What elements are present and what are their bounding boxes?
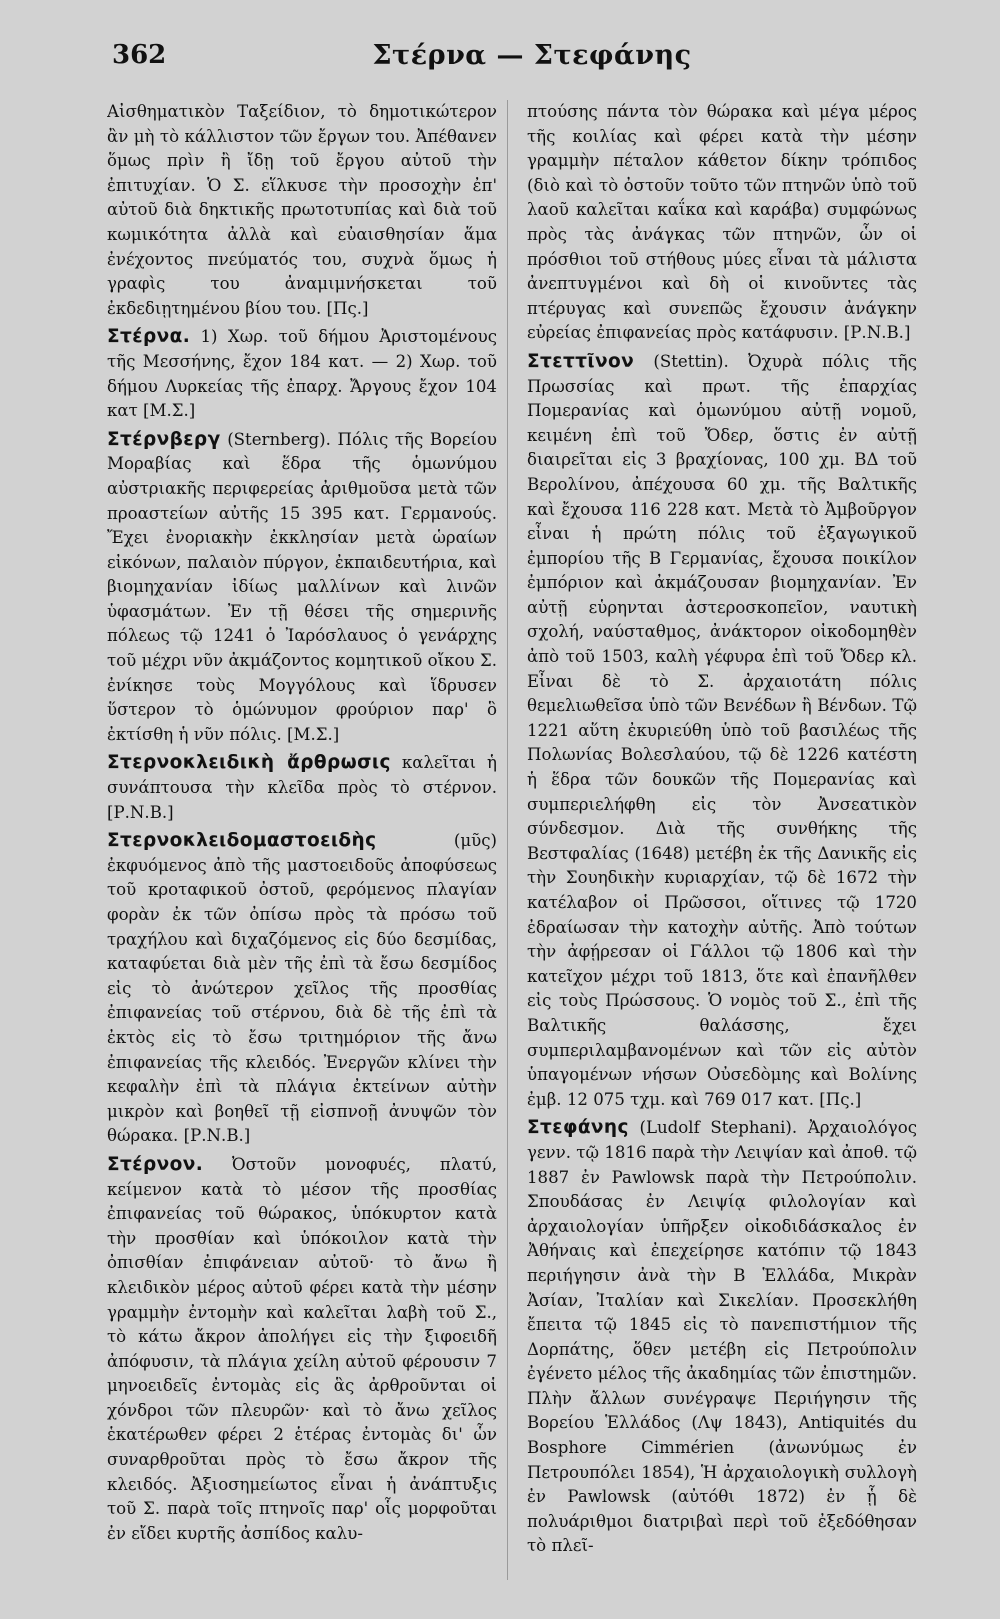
entry-stephanis	[527, 1116, 917, 1559]
entry-sternokleidiki	[107, 751, 497, 825]
entry-stettin	[527, 350, 917, 1112]
entry-sternberg	[107, 428, 497, 748]
headword: Στέρνα.	[107, 326, 191, 348]
entry-text: 1) Χωρ. τοῦ δήμου Ἀριστομένους τῆς Μεσσήνης, ἔχον 184 κατ. — 2) Χωρ. τοῦ δήμου Λυρκείας τῆς ἐπαρχ. Ἄργους ἔχον 104 κατ [Μ.Σ.]	[107, 327, 497, 421]
entry-text: Αἰσθηματικὸν Ταξείδιον, τὸ δημοτικώτερον ἂν μὴ τὸ κάλλιστον τῶν ἔργων του. Ἀπέθανεν ὅμως πρὶν ἢ ἴδῃ τοῦ ἔργου αὐτοῦ τὴν ἐπιτυχίαν. Ὁ Σ. εἵλκυσε τὴν προσοχὴν ἐπ' αὐτοῦ διὰ δηκτικῆς πρωτοτυπίας καὶ διὰ τοῦ κωμικότητα ἀλλὰ καὶ εὐαισθησίαν ἅμα ἐνέχοντος πνεύματός του, συχνὰ ὅμως ἡ γραφὶς του ἀναμιμνήσκεται τοῦ ἐκδεδιῃτημένου βίου του. [Πς.]	[107, 102, 497, 318]
headword: Στερνοκλειδικὴ ἄρθρωσις	[107, 752, 391, 774]
entry-text: (Ludolf Stephani). Ἀρχαιολόγος γενν. τῷ 1816 παρὰ τὴν Λειψίαν καὶ ἀποθ. τῷ 1887 ἐν Pawlowsk παρὰ τὴν Πετρούπολιν. Σπουδάσας ἐν Λειψίᾳ φιλολογίαν καὶ ἀρχαιολογίαν ὑπῆρξεν οἰκοδιδάσκαλος ἐν Ἀθήναις καὶ ἐπεχείρησε κατόπιν τῷ 1843 περιήγησιν ἀνὰ τὴν Β Ἑλλάδα, Μικρὰν Ἀσίαν, Ἰταλίαν καὶ Σικελίαν. Προσεκλήθη ἔπειτα τῷ 1845 εἰς τὸ πανεπιστήμιον τῆς Δορπάτης, ὅθεν μετέβη εἰς Πετρούπολιν ἐγένετο μέλος τῆς ἀκαδημίας τῶν ἐπιστημῶν. Πλὴν ἄλλων συνέγραψε Περιήγησιν τῆς Βορείου Ἑλλάδος (Λψ 1843), Antiquités du Bosphore Cimmérien (ἀνωνύμως ἐν Πετρουπόλει 1854), Ἡ ἀρχαιολογικὴ συλλογὴ ἐν Pawlowsk (αὐτόθι 1872) ἐν ᾗ δὲ πολυάριθμοι διατριβαὶ περὶ τοῦ ἐξεδόθησαν τὸ πλεῖ-	[527, 1118, 917, 1556]
page-header	[112, 40, 902, 80]
left-column	[107, 100, 497, 1590]
entry-text: πτούσης πάντα τὸν θώρακα καὶ μέγα μέρος τῆς κοιλίας καὶ φέρει κατὰ τὴν μέσην γραμμὴν πέταλον κάθετον δίκην τρόπιδος (διὸ καὶ τὸ ὀστοῦν τοῦτο τῶν πτηνῶν ὑπὸ τοῦ λαοῦ καλεῖται καΐκα καὶ καράβα) συμφώνως πρὸς τὰς ἀνάγκας τῶν πτηνῶν, ὧν οἱ πρόσθιοι τοῦ στήθους μύες εἶναι τὰ μάλιστα ἀνεπτυγμένοι καὶ δὴ οἱ κινοῦντες τὰς πτέρυγας καὶ συνεπῶς ἔχουσιν ἀνάγκην εὐρείας ἐπιφανείας πρὸς κατάφυσιν. [Ρ.Ν.Β.]	[527, 102, 917, 343]
headword: Στέρνον.	[107, 1153, 204, 1175]
headword: Στεφάνης	[527, 1117, 629, 1139]
entry-text: (μῦς) ἐκφυόμενος ἀπὸ τῆς μαστοειδοῦς ἀποφύσεως τοῦ κροταφικοῦ ὀστοῦ, φερόμενος πλαγίαν φορὰν ἐκ τῶν ὀπίσω πρὸς τὰ πρόσω τοῦ τραχήλου καὶ διχαζόμενος εἰς δύο δεσμίδας, καταφύεται διὰ μὲν τῆς ἐπὶ τὰ ἔσω δεσμίδος εἰς τὸ ἀνώτερον χεῖλος τῆς προσθίας ἐπιφανείας τοῦ στέρνου, διὰ δὲ τῆς ἐπὶ τὰ ἐκτὸς εἰς τὸ ἔσω τριτημόριον τῆς ἄνω ἐπιφανείας τῆς κλειδός. Ἐνεργῶν κλίνει τὴν κεφαλὴν ἐπὶ τὰ πλάγια ἐκτείνων αὐτὴν μικρὸν καὶ βοηθεῖ τῇ εἰσπνοῇ ἀνυψῶν τὸν θώρακα. [Ρ.Ν.Β.]	[107, 831, 497, 1146]
column-divider	[507, 100, 508, 1580]
entry-continuation	[527, 100, 917, 346]
entry-text: (Stettin). Ὀχυρὰ πόλις τῆς Πρωσσίας καὶ πρωτ. τῆς ἐπαρχίας Πομερανίας καὶ ὁμωνύμου αὐτῇ νομοῦ, κειμένη ἐπὶ τοῦ Ὄδερ, ὅστις ἐν αὐτῇ διαιρεῖται εἰς 3 βραχίονας, 100 χμ. ΒΔ τοῦ Βερολίνου, ἀπέχουσα 60 χμ. τῆς Βαλτικῆς καὶ ἔχουσα 116 228 κατ. Μετὰ τὸ Ἀμβοῦργον εἶναι ἡ πρώτη πόλις τοῦ ἐξαγωγικοῦ ἐμπορίου τῆς Β Γερμανίας, ἔχουσα ποικίλον ἐμπόριον καὶ ἀκμάζουσαν βιομηχανίαν. Ἐν αὐτῇ εὑρηνται ἀστεροσκοπεῖον, ναυτικὴ σχολή, ναύσταθμος, ἀνάκτορον οἰκοδομηθὲν ἀπὸ τοῦ 1503, καλὴ γέφυρα ἐπὶ τοῦ Ὄδερ κλ. Εἶναι δὲ τὸ Σ. ἀρχαιοτάτη πόλις θεμελιωθεῖσα ὑπὸ τῶν Βενέδων ἢ Βένδων. Τῷ 1221 αὕτη ἐκυριεύθη ὑπὸ τοῦ βασιλέως τῆς Πολωνίας Βολεσλαύου, τῷ δὲ 1226 κατέστη ἡ ἕδρα τῶν δουκῶν τῆς Πομερανίας καὶ συμπεριελήφθη εἰς τὸν Ἀνσεατικὸν σύνδεσμον. Διὰ τῆς συνθήκης τῆς Βεστφαλίας (1648) μετέβη ἐκ τῆς Δανικῆς εἰς τὴν Σουηδικὴν κυριαρχίαν, τῷ δὲ 1672 τὴν κατέλαβον οἱ Πρῶσσοι, οἵτινες τῷ 1720 ἐδραίωσαν τὴν κατοχὴν αὐτῆς. Ἀπὸ τούτων τὴν ἀφῄρεσαν οἱ Γάλλοι τῷ 1806 καὶ τὴν κατεῖχον μέχρι τοῦ 1813, ὅτε καὶ ἐπανῆλθεν εἰς τοὺς Πρώσσους. Ὁ νομὸς τοῦ Σ., ἐπὶ τῆς Βαλτικῆς θαλάσσης, ἔχει συμπεριλαμβανομένων καὶ τῶν εἰς αὐτὸν ὑπαγομένων νήσων Οὐσεδὸμης καὶ Βολίνης ἐμβ. 12 075 τχμ. καὶ 769 017 κατ. [Πς.]	[527, 351, 917, 1109]
headword: Στερνοκλειδομαστοειδὴς	[107, 830, 377, 852]
headword: Στεττῖνον	[527, 350, 635, 372]
entry-continuation	[107, 100, 497, 321]
entry-sternon	[107, 1153, 497, 1547]
entry-text: Ὀστοῦν μονοφυές, πλατύ, κείμενον κατὰ τὸ μέσον τῆς προσθίας ἐπιφανείας τοῦ θώρακος, ὑπόκυρτον κατὰ τὴν προσθίαν καὶ ὑπόκοιλον κατὰ τὴν ὀπισθίαν ἐπιφάνειαν αὐτοῦ· τὸ ἄνω ἢ κλειδικὸν μέρος αὐτοῦ φέρει κατὰ τὴν μέσην γραμμὴν ἐντομὴν καὶ καλεῖται λαβὴ τοῦ Σ., τὸ κάτω ἄκρον ἀπολήγει εἰς τὴν ξιφοειδῆ ἀπόφυσιν, τὰ πλάγια χείλη αὐτοῦ φέρουσιν 7 μηνοειδεῖς ἐντομὰς εἰς ἃς ἀρθροῦνται οἱ χόνδροι τῶν πλευρῶν· καὶ τὸ ἄνω χεῖλος ἑκατέρωθεν φέρει 2 ἑτέρας ἐντομὰς δι' ὧν συναρθροῦται πρὸς τὸ ἔσω ἄκρον τῆς κλειδός. Ἀξιοσημείωτος εἶναι ἡ ἀνάπτυξις τοῦ Σ. παρὰ τοῖς πτηνοῖς παρ' οἷς μορφοῦται ἐν εἴδει κυρτῆς ἀσπίδος καλυ-	[107, 1154, 497, 1543]
entry-sterna	[107, 325, 497, 423]
entry-text: (Sternberg). Πόλις τῆς Βορείου Μοραβίας καὶ ἕδρα τῆς ὁμωνύμου αὐστριακῆς περιφερείας ἀριθμοῦσα μετὰ τῶν προαστείων αὐτῆς 15 395 κατ. Γερμανούς. Ἔχει ἐνοριακὴν ἐκκλησίαν μετὰ ὡραίων εἰκόνων, παλαιὸν πύργον, ἐκπαιδευτήρια, καὶ βιομηχανίαν ἰδίως μαλλίνων καὶ λινῶν ὑφασμάτων. Ἐν τῇ θέσει τῆς σημερινῆς πόλεως τῷ 1241 ὁ Ἰαρόσλαυος ὁ γενάρχης τοῦ μέχρι νῦν ἀκμάζοντος κομητικοῦ οἴκου Σ. ἐνίκησε τοὺς Μογγόλους καὶ ἵδρυσεν ὕστερον τὸ ὁμώνυμον φρούριον παρ' ὃ ἐκτίσθη ἡ νῦν πόλις. [Μ.Σ.]	[107, 429, 497, 744]
page-number: 362	[112, 40, 167, 70]
entry-text: καλεῖται ἡ συνάπτουσα τὴν κλεῖδα πρὸς τὸ στέρνον. [Ρ.Ν.Β.]	[107, 753, 497, 822]
headword: Στέρνβεργ	[107, 428, 221, 450]
right-column	[527, 100, 917, 1590]
entry-sternokleidomastoeidis	[107, 829, 497, 1149]
running-head: Στέρνα — Στεφάνης	[372, 40, 692, 71]
